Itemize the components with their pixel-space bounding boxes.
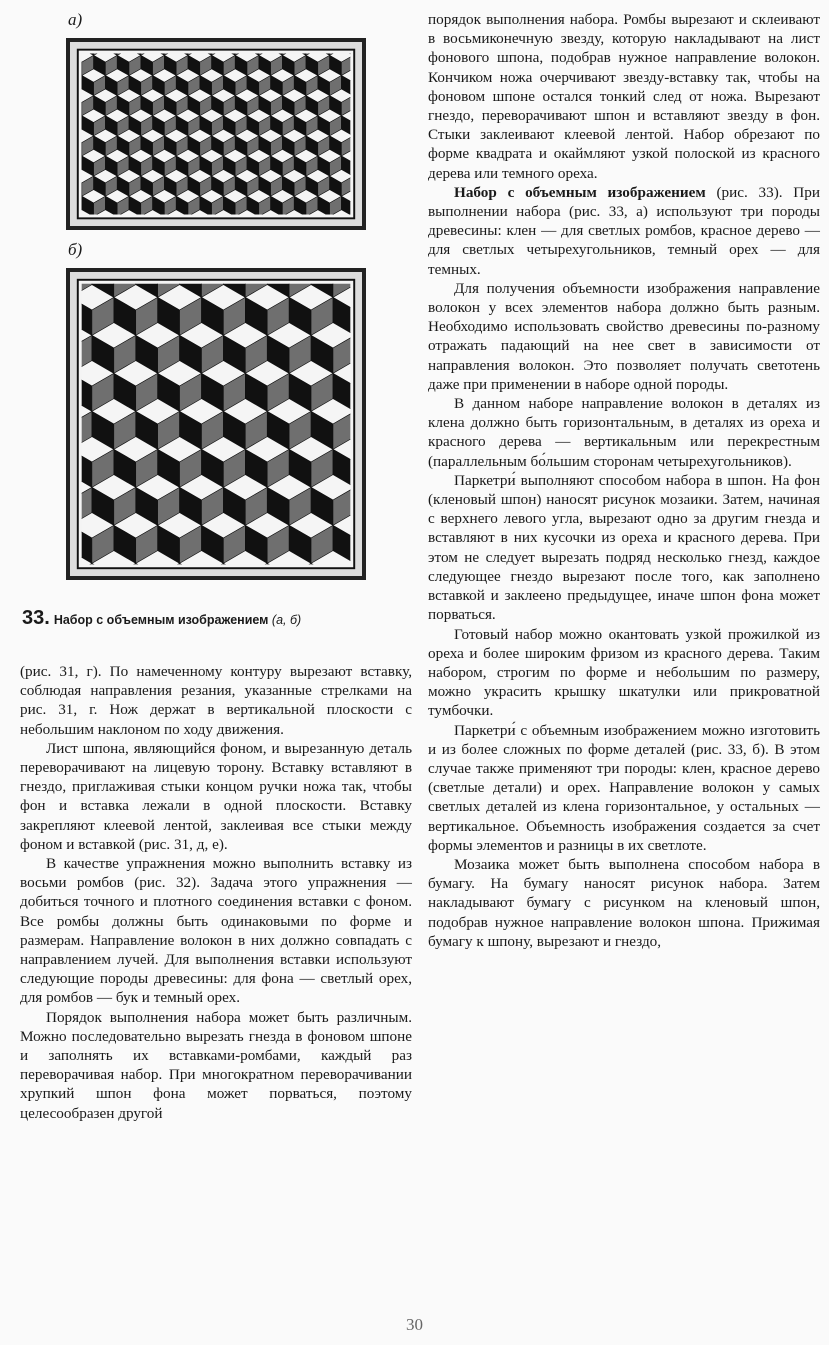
- page-number: 30: [406, 1315, 423, 1334]
- figure-33a-cube-pattern: [66, 38, 366, 230]
- paragraph: Паркетри́ выполняют способом набора в шпон. На фон (кленовый шпон) наносят рисунок мозаики. Затем, начиная с верхнего левого угла, вырезают одно за другим гнезда и вставляют в них кусочки из ореха и красного дерева. При этом не следует вырезать подряд несколько гнезд, каждое следующее гнездо вырезают после того, как заполнено вставкой и заклеено предыдущее, иначе шпон фона может порваться.: [428, 471, 820, 624]
- paragraph: порядок выполнения набора. Ромбы вырезают и склеивают в восьмиконечную звезду, которую накладывают на лист фонового шпона, подобрав нужное направление волокон. Кончиком ножа очерчивают звезду-вставку так, чтобы на фоновом шпоне остался тонкий след от ножа. Вырезают гнездо, переворачивают шпон и вставляют звезду в фон. Стыки заклеивают клеевой лентой. Набор обрезают по форме квадрата и окаймляют узкой полоской из красного дерева или темного ореха.: [428, 11, 820, 182]
- paragraph-heading: [428, 183, 820, 279]
- paragraph: В качестве упражнения можно выполнить вставку из восьми ромбов (рис. 32). Задача этого упражнения — добиться точного и плотного соединения вставки с фоном. Все ромбы должны быть одинаковыми по форме и размерам. Направление волокон в них должно совпадать с направлением лучей. Для выполнения вставки используют следующие породы древесины: для фона — светлый орех, для ромбов — бук и темный орех.: [20, 855, 412, 1007]
- figure-label-a: а): [68, 10, 83, 29]
- left-column-text: [20, 662, 412, 1123]
- paragraph: Паркетри́ с объемным изображением можно изготовить и из более сложных по форме деталей (рис. 33, б). В этом случае также применяют три породы: клен, красное дерево (светлые детали) и орех. Направление волокон у самых светлых деталей из клена горизонтальное, у остальных — вертикальное. Объемность изображения создается за счет формы элементов и разницы в их светлоте.: [428, 721, 820, 854]
- paragraph: Лист шпона, являющийся фоном, и вырезанную деталь переворачивают на лицевую торону. Вставку вставляют в гнездо, приглаживая стыки концом ручки ножа так, чтобы фон и вставка лежали в одной плоскости. Вставку закрепляют клеевой лентой, заклеивая все стыки между фоном и вставкой (рис. 31, д, е).: [20, 739, 412, 853]
- right-column-text: [428, 10, 820, 951]
- paragraph-rest: (рис. 33). При выполнении набора (рис. 33, а) используют три породы древесины: клен — для светлых ромбов, красное дерево — для светлых четырехугольников, темный орех — для темных.: [428, 183, 820, 278]
- figure-label-b: б): [68, 240, 83, 259]
- caption-number: 33.: [22, 607, 50, 629]
- paragraph: Готовый набор можно окантовать узкой прожилкой из ореха и более широким фризом из красного дерева. Таким набором, строгим по форме и небольшим по размеру, можно украсить крышку шкатулки или прикроватной тумбочки.: [428, 625, 820, 720]
- paragraph: Мозаика может быть выполнена способом набора в бумагу. На бумагу наносят рисунок набора. Затем накладывают бумагу с рисунком на кленовый шпон, подобрав нужное направление волокон шпона. Прижимая бумагу к шпону, вырезают и гнездо,: [428, 855, 820, 950]
- pinwheel-pattern-image: [70, 272, 362, 576]
- paragraph: Порядок выполнения набора может быть различным. Можно последовательно вырезать гнезда в фоновом шпоне и заполнять их вставками-ромбами, каждый раз переворачивая набор. При многократном переворачивании хрупкий шпон фона может порваться, поэтому целесообразен другой: [20, 1008, 412, 1122]
- inline-heading: Набор с объемным изображением: [454, 183, 706, 201]
- caption-parts: (а, б): [271, 613, 302, 627]
- caption-text: Набор с объемным изображением: [53, 613, 269, 627]
- paragraph: Для получения объемности изображения направление волокон у всех элементов набора должно быть разным. Необходимо использовать свойство древесины по-разному отражать падающий на нее свет в зависимости от направления волокон. Это позволяет получать светотень даже при применении в наборе одной породы.: [428, 279, 820, 393]
- cube-pattern-image: [70, 42, 362, 226]
- paragraph: В данном наборе направление волокон в деталях из клена должно быть горизонтальным, в деталях из ореха и красного дерева — вертикальным или перекрестным (параллельным бо́льшим сторонам четырехугольников).: [428, 395, 820, 470]
- paragraph: (рис. 31, г). По намеченному контуру вырезают вставку, соблюдая направления резания, указанные стрелками на рис. 31, г. Нож держат в вертикальной плоскости с небольшим наклоном по ходу движения.: [20, 663, 412, 738]
- figure-caption: [22, 607, 414, 630]
- figure-33b-cube-pattern: [66, 268, 366, 580]
